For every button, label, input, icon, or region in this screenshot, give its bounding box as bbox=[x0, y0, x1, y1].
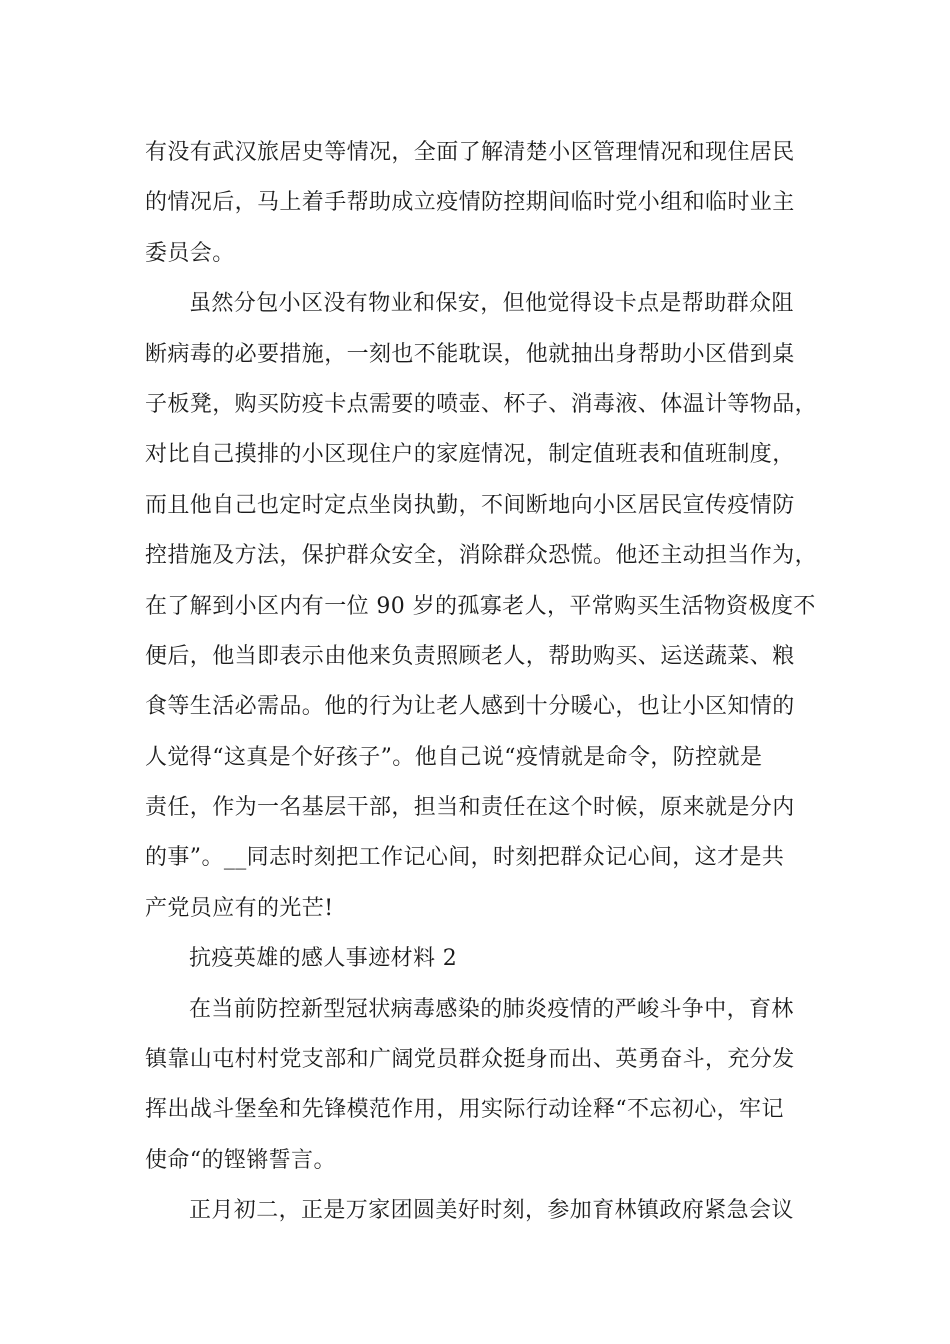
text-line: 便后，他当即表示由他来负责照顾老人，帮助购买、运送蔬菜、粮 bbox=[145, 643, 795, 669]
paragraph bbox=[145, 985, 825, 1187]
text-line: 的事”。__同志时刻把工作记心间，时刻把群众记心间，这才是共 bbox=[145, 845, 785, 871]
text-line: 在了解到小区内有一位 90 岁的孤寡老人，平常购买生活物资极度不 bbox=[145, 593, 816, 619]
text-line: 食等生活必需品。他的行为让老人感到十分暖心，也让小区知情的 bbox=[145, 694, 795, 720]
text-line: 委员会。 bbox=[145, 240, 235, 266]
text-line: 在当前防控新型冠状病毒感染的肺炎疫情的严峻斗争中，育林 bbox=[189, 996, 794, 1022]
paragraph bbox=[145, 1186, 825, 1236]
section-title: 抗疫英雄的感人事迹材料 2 bbox=[189, 946, 458, 972]
text-line: 对比自己摸排的小区现住户的家庭情况，制定值班表和值班制度， bbox=[145, 442, 795, 468]
text-line: 使命“的铿锵誓言。 bbox=[145, 1147, 336, 1173]
paragraph bbox=[145, 279, 825, 934]
text-line: 虽然分包小区没有物业和保安，但他觉得设卡点是帮助群众阻 bbox=[189, 291, 794, 317]
text-line: 挥出战斗堡垒和先锋模范作用，用实际行动诠释“不忘初心，牢记 bbox=[145, 1097, 784, 1123]
text-line: 断病毒的必要措施，一刻也不能耽误，他就抽出身帮助小区借到桌 bbox=[145, 341, 795, 367]
text-line: 责任，作为一名基层干部，担当和责任在这个时候，原来就是分内 bbox=[145, 795, 795, 821]
text-line: 镇靠山屯村村党支部和广阔党员群众挺身而出、英勇奋斗，充分发 bbox=[145, 1047, 795, 1073]
text-line: 的情况后，马上着手帮助成立疫情防控期间临时党小组和临时业主 bbox=[145, 190, 795, 216]
text-line: 正月初二，正是万家团圆美好时刻，参加育林镇政府紧急会议 bbox=[189, 1198, 794, 1224]
document-body bbox=[145, 128, 825, 1237]
text-line: 有没有武汉旅居史等情况，全面了解清楚小区管理情况和现住居民 bbox=[145, 140, 795, 165]
paragraph bbox=[145, 128, 825, 279]
text-line: 人觉得“这真是个好孩子”。他自己说“疫情就是命令，防控就是 bbox=[145, 744, 763, 770]
text-line: 产党员应有的光芒! bbox=[145, 895, 334, 921]
text-line: 子板凳，购买防疫卡点需要的喷壶、杯子、消毒液、体温计等物品， bbox=[145, 391, 818, 417]
text-line: 控措施及方法，保护群众安全，消除群众恐慌。他还主动担当作为， bbox=[145, 543, 818, 569]
text-line: 而且他自己也定时定点坐岗执勤，不间断地向小区居民宣传疫情防 bbox=[145, 492, 795, 518]
